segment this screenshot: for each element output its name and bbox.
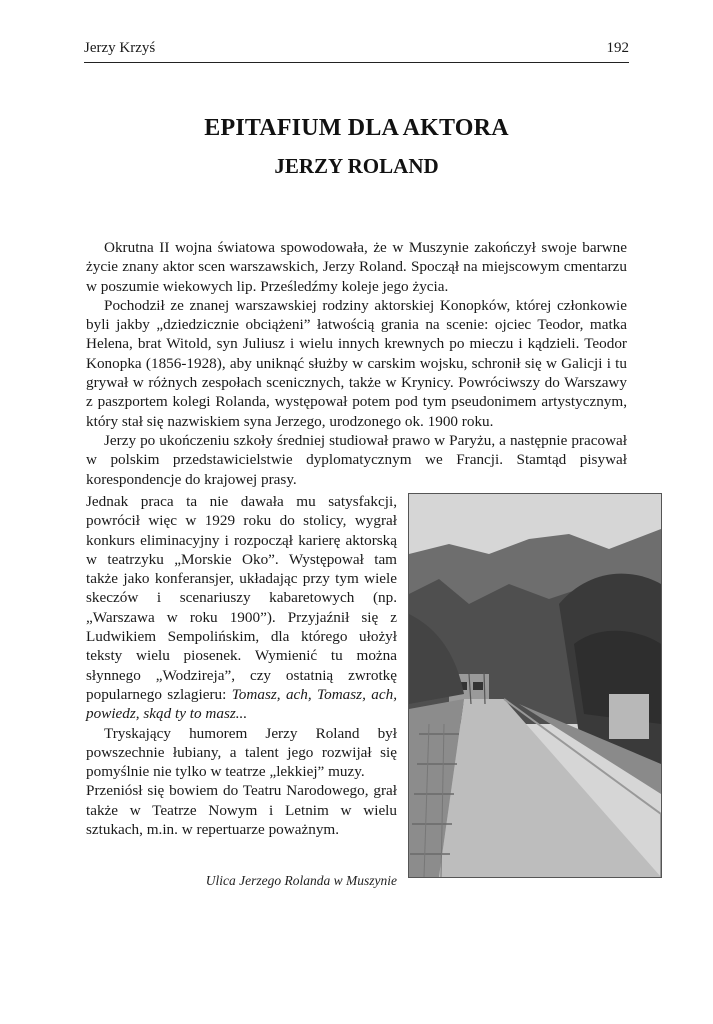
street-photo-image [409, 494, 661, 877]
paragraph-studies: Jerzy po ukończeniu szkoły średniej studiował prawo w Paryżu, a następnie pracował w polskim przedstawicielstwie dyplomatycznym we Francji. Stamtąd pisywał korespondencje do krajowej prasy. [86, 431, 627, 488]
article-body-column [86, 492, 397, 839]
article-body-top [86, 238, 627, 489]
street-photo [408, 493, 662, 878]
paragraph-theatre: Przeniósł się bowiem do Teatru Narodowego, grał także w Teatrze Nowym i Letnim w wielu sztukach, m.in. w repertuarze poważnym. [86, 782, 397, 839]
paragraph-career-text: Jednak praca ta nie dawała mu satysfakcji, powrócił więc w 1929 roku do stolicy, wygrał konkurs eliminacyjny i rozpoczął karierę aktorską w teatrzyku „Morskie Oko”. Występował tam także jako konferansjer, układając przy tym wiele skeczów i scenariuszy kabaretowych (np. „Warszawa w roku 1900”). Przyjaźnił się z Ludwikiem Sempolińskim, dla którego ułożył teksty wielu piosenek. Wymienić tu można słynnego „Wodzireja”, czy ostatnią zwrotkę popularnego szlagieru: [86, 493, 397, 703]
photo-caption: Ulica Jerzego Rolanda w Muszynie [205, 873, 397, 888]
article-title: EPITAFIUM DLA AKTORA [204, 115, 509, 141]
running-header [84, 40, 629, 63]
paragraph-family: Pochodził ze znanej warszawskiej rodziny aktorskiej Konopków, której członkowie byli jakby „dziedzicznie obciążeni” łatwością grania na scenie: ojciec Teodor, matka Helena, brat Witold, syn Juliusz i wielu innych krewnych po mieczu i kądzieli. Teodor Konopka (1856-1928), aby uniknąć służby w carskim wojsku, schronił się w Galicji i tu grywał w różnych zespołach scenicznych, także w Krynicy. Powróciwszy do Warszawy z paszportem kolegi Rolanda, występował potem pod tym pseudonimem artystycznym, który stał się nazwiskiem syna Jerzego, urodzonego ok. 1900 roku. [86, 296, 627, 430]
paragraph-career [86, 492, 397, 724]
article-subtitle: JERZY ROLAND [274, 154, 439, 178]
paragraph-intro: Okrutna II wojna światowa spowodowała, że w Muszynie zakończył swoje barwne życie znany aktor scen warszawskich, Jerzy Roland. Spoczął na miejscowym cmentarzu w poszumie wiekowych lip. Prześledźmy koleje jego życia. [86, 239, 627, 295]
page-number: 192 [606, 40, 629, 56]
paragraph-humor: Tryskający humorem Jerzy Roland był powszechnie łubiany, a talent jego rozwijał się pomyślnie nie tylko w teatrze „lekkiej” muzy. [86, 724, 397, 781]
song-quote: Tomasz, ach, Tomasz, ach, powiedz, skąd ty to masz... [86, 685, 397, 723]
header-author: Jerzy Krzyś [84, 40, 156, 56]
